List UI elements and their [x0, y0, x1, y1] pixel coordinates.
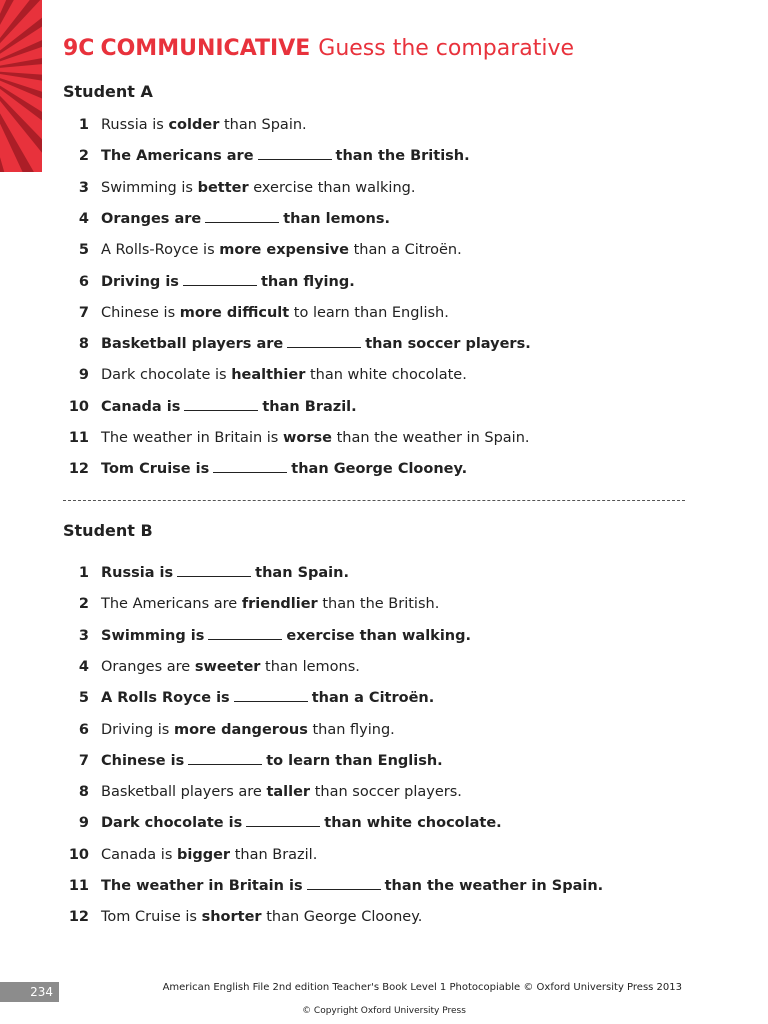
- comparative-word: worse: [282, 430, 332, 446]
- sentence-start: The weather in Britain is: [101, 430, 279, 446]
- answer-sentence: [101, 594, 439, 614]
- sentence-start: Chinese is: [101, 752, 185, 769]
- sentence-start: Oranges are: [101, 210, 202, 227]
- item-number: 6: [78, 273, 89, 290]
- answer-sentence: [101, 720, 395, 740]
- sentence-start: Driving is: [101, 721, 170, 738]
- question-sentence: [101, 563, 349, 583]
- item-number: 10: [68, 846, 89, 863]
- item-number: 11: [68, 430, 89, 446]
- sentence-end: than white chocolate.: [309, 367, 467, 384]
- sentence-start: Canada is: [101, 398, 181, 415]
- answer-sentence: [101, 845, 317, 865]
- comparative-word: friendlier: [241, 596, 318, 613]
- comparative-word: sweeter: [194, 658, 261, 675]
- sentence-end: than white chocolate.: [324, 815, 502, 832]
- sentence-start: Canada is: [101, 846, 173, 863]
- answer-blank: [205, 209, 279, 223]
- sentence-start: A Rolls-Royce is: [101, 242, 215, 259]
- item-number: 4: [78, 658, 89, 675]
- item-number: 1: [78, 565, 89, 581]
- answer-blank: [183, 272, 257, 286]
- sentence-start: Russia is: [101, 117, 164, 133]
- sentence-end: than lemons.: [283, 210, 390, 227]
- answer-blank: [208, 626, 282, 640]
- sentence-start: Russia is: [101, 565, 174, 581]
- answer-blank: [246, 813, 320, 827]
- sentence-end: than soccer players.: [365, 336, 531, 353]
- sentence-end: than the British.: [322, 596, 440, 613]
- item-number: 6: [78, 721, 89, 738]
- sentence-end: than Brazil.: [262, 398, 357, 415]
- answer-sentence: [101, 428, 530, 448]
- item-number: 5: [78, 690, 89, 707]
- question-sentence: [101, 146, 470, 166]
- answer-blank: [184, 397, 258, 411]
- sentence-end: to learn than English.: [266, 752, 443, 769]
- sentence-start: Oranges are: [101, 658, 191, 675]
- comparative-word: more expensive: [219, 242, 349, 259]
- item-number: 9: [78, 367, 89, 384]
- item-number: 8: [78, 784, 89, 801]
- sentence-end: than flying.: [312, 721, 395, 738]
- sentence-end: than soccer players.: [314, 784, 462, 801]
- comparative-word: bigger: [176, 846, 231, 863]
- item-number: 11: [68, 878, 89, 894]
- item-number: 9: [78, 815, 89, 832]
- sentence-end: to learn than English.: [293, 304, 449, 321]
- lesson-category: COMMUNICATIVE: [100, 36, 311, 61]
- item-number: 3: [78, 627, 89, 644]
- sentence-start: The Americans are: [101, 148, 254, 165]
- item-number: 12: [68, 461, 89, 478]
- answer-sentence: [101, 115, 307, 135]
- question-sentence: [101, 459, 467, 479]
- item-number: 5: [78, 242, 89, 259]
- comparative-word: better: [197, 179, 249, 196]
- sentence-end: than a Citroën.: [311, 690, 435, 707]
- answer-blank: [307, 876, 381, 890]
- answer-blank: [234, 688, 308, 702]
- student-b-heading: Student B: [63, 521, 153, 540]
- answer-blank: [258, 146, 332, 160]
- item-number: 3: [78, 179, 89, 196]
- question-sentence: [101, 272, 355, 292]
- comparative-word: colder: [168, 117, 220, 133]
- sentence-start: Tom Cruise is: [101, 461, 210, 478]
- answer-sentence: [101, 782, 462, 802]
- comparative-word: shorter: [201, 909, 262, 926]
- item-number: 8: [78, 336, 89, 353]
- question-sentence: [101, 876, 603, 896]
- sentence-start: Swimming is: [101, 179, 193, 196]
- item-number: 2: [78, 596, 89, 613]
- sentence-start: A Rolls Royce is: [101, 690, 230, 707]
- question-sentence: [101, 209, 390, 229]
- copyright-line: © Copyright Oxford University Press: [302, 1006, 466, 1016]
- sentence-end: than the weather in Spain.: [384, 878, 604, 894]
- sentence-end: than the weather in Spain.: [336, 430, 530, 446]
- sentence-end: than Spain.: [223, 117, 307, 133]
- sentence-start: Basketball players are: [101, 784, 262, 801]
- sentence-end: than the British.: [335, 148, 470, 165]
- footer-credit: [163, 982, 682, 993]
- page-title: [63, 36, 574, 61]
- page-number: 234: [0, 982, 59, 1002]
- lesson-title: Guess the comparative: [318, 36, 575, 61]
- comparative-word: taller: [266, 784, 311, 801]
- sentence-start: Tom Cruise is: [101, 909, 197, 926]
- question-sentence: [101, 813, 502, 833]
- item-number: 2: [78, 148, 89, 165]
- question-sentence: [101, 397, 357, 417]
- footer-book-title: American English File 2nd edition Teacher's Book Level 1: [162, 982, 447, 993]
- cut-line-divider: [63, 500, 685, 501]
- lesson-code: 9C: [63, 36, 95, 61]
- question-sentence: [101, 334, 531, 354]
- item-number: 1: [78, 117, 89, 133]
- sentence-start: Dark chocolate is: [101, 367, 227, 384]
- sentence-start: The Americans are: [101, 596, 238, 613]
- question-sentence: [101, 751, 443, 771]
- sentence-end: than Brazil.: [234, 846, 318, 863]
- sentence-start: Dark chocolate is: [101, 815, 243, 832]
- sentence-start: Swimming is: [101, 627, 205, 644]
- answer-sentence: [101, 657, 360, 677]
- answer-sentence: [101, 240, 462, 260]
- answer-blank: [287, 334, 361, 348]
- sentence-end: exercise than walking.: [253, 179, 416, 196]
- answer-blank: [188, 751, 262, 765]
- comparative-word: more dangerous: [173, 721, 308, 738]
- sentence-start: The weather in Britain is: [101, 878, 303, 894]
- item-number: 7: [78, 304, 89, 321]
- answer-sentence: [101, 907, 422, 927]
- comparative-word: healthier: [231, 367, 306, 384]
- comparative-word: more difficult: [179, 304, 290, 321]
- item-number: 10: [68, 398, 89, 415]
- sentence-end: than a Citroën.: [353, 242, 462, 259]
- sentence-end: than lemons.: [265, 658, 360, 675]
- answer-blank: [213, 459, 287, 473]
- sentence-end: exercise than walking.: [286, 627, 471, 644]
- item-number: 7: [78, 752, 89, 769]
- sentence-end: than Spain.: [255, 565, 349, 581]
- sentence-end: than flying.: [260, 273, 355, 290]
- item-number: 4: [78, 210, 89, 227]
- question-sentence: [101, 688, 434, 708]
- sentence-end: than George Clooney.: [291, 461, 468, 478]
- answer-sentence: [101, 365, 467, 385]
- student-a-heading: Student A: [63, 82, 153, 101]
- sentence-start: Basketball players are: [101, 336, 284, 353]
- sentence-end: than George Clooney.: [266, 909, 423, 926]
- sentence-start: Chinese is: [101, 304, 176, 321]
- sunburst-corner-graphic: [0, 0, 42, 172]
- footer-photocopiable: Photocopiable © Oxford University Press 2013: [449, 982, 682, 993]
- question-sentence: [101, 626, 471, 646]
- answer-sentence: [101, 303, 449, 323]
- answer-sentence: [101, 178, 415, 198]
- answer-blank: [177, 563, 251, 577]
- item-number: 12: [68, 909, 89, 926]
- sentence-start: Driving is: [101, 273, 179, 290]
